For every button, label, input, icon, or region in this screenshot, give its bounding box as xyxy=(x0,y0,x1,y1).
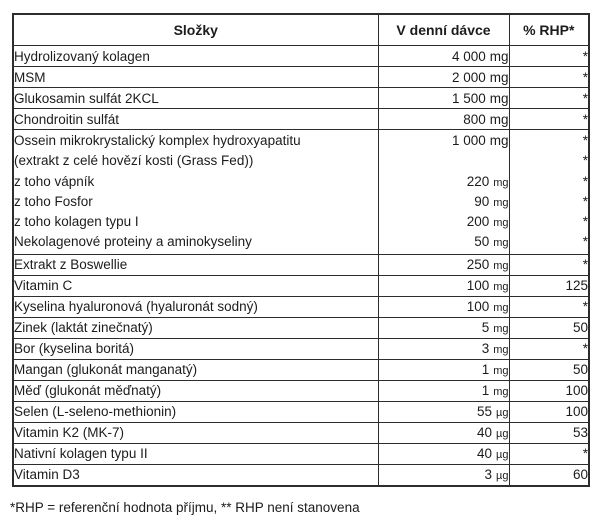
table-row xyxy=(13,359,589,380)
table-row xyxy=(13,401,589,422)
ingredient-cell: Nativní kolagen typu II xyxy=(13,443,378,464)
table-row xyxy=(13,275,589,296)
table-row xyxy=(13,317,589,338)
group-line-label: z toho kolagen typu I xyxy=(14,214,139,230)
dose-cell xyxy=(378,317,509,338)
rhp-cell: 50 xyxy=(509,359,589,380)
dose-cell xyxy=(378,296,509,317)
group-line-label: Nekolagenové proteiny a aminokyseliny xyxy=(14,234,252,250)
group-line-dose xyxy=(379,232,509,252)
dose-value: 50 xyxy=(474,234,490,250)
dose-value: 1 000 xyxy=(451,133,486,148)
table-row xyxy=(13,46,589,67)
table-row xyxy=(13,109,589,130)
table-row xyxy=(13,88,589,109)
group-line-label: Ossein mikrokrystalický komplex hydroxyapatitu xyxy=(14,133,301,148)
group-line-dose xyxy=(379,131,509,151)
rhp-cell: * xyxy=(509,109,589,130)
dose-cell xyxy=(378,88,509,109)
rhp-cell: * xyxy=(509,338,589,359)
dose-value: 90 xyxy=(474,193,490,209)
dose-unit: mg xyxy=(493,217,509,230)
group-line-rhp: * xyxy=(582,193,588,209)
dose-cell xyxy=(378,338,509,359)
rhp-cell: * xyxy=(509,46,589,67)
rhp-cell: 100 xyxy=(509,380,589,401)
dose-cell xyxy=(378,46,509,67)
ingredient-cell: Kyselina hyaluronová (hyaluronát sodný) xyxy=(13,296,378,317)
group-line-dose xyxy=(379,172,509,192)
dose-unit: mg xyxy=(489,111,509,127)
rhp-cell xyxy=(509,130,589,255)
group-line-rhp: * xyxy=(582,133,588,148)
dose-value: 4 000 xyxy=(451,48,486,64)
footnote: *RHP = referenční hodnota příjmu, ** RHP není stanovena xyxy=(10,499,360,515)
dose-cell xyxy=(378,359,509,380)
ingredient-cell: Měď (glukonát měďnatý) xyxy=(13,380,378,401)
ingredient-cell: Bor (kyselina boritá) xyxy=(13,338,378,359)
ingredient-cell: Hydrolizovaný kolagen xyxy=(13,46,378,67)
table-row xyxy=(13,380,589,401)
dose-cell xyxy=(378,422,509,443)
table-row xyxy=(13,296,589,317)
group-line-rhp: * xyxy=(582,234,588,250)
dose-cell xyxy=(378,401,509,422)
dose-unit: mg xyxy=(493,281,509,294)
dose-cell xyxy=(378,380,509,401)
rhp-cell: * xyxy=(509,254,589,275)
dose-unit: mg xyxy=(493,237,509,250)
column-header-daily-dose: V denní dávce xyxy=(378,14,509,46)
dose-value: 40 xyxy=(477,425,493,441)
group-line-dose xyxy=(379,192,509,212)
group-line-dose xyxy=(379,151,509,171)
dose-value: 1 500 xyxy=(451,90,486,106)
dose-unit: mg xyxy=(493,386,509,399)
rhp-cell: 50 xyxy=(509,317,589,338)
dose-value: 2 000 xyxy=(451,69,486,85)
group-line-rhp: * xyxy=(582,214,588,230)
dose-unit: mg xyxy=(493,365,509,378)
rhp-cell: 100 xyxy=(509,401,589,422)
ingredient-cell: Extrakt z Boswellie xyxy=(13,254,378,275)
supplement-facts-table xyxy=(12,13,590,487)
dose-value: 800 xyxy=(463,111,486,127)
ingredient-cell: Vitamin K2 (MK-7) xyxy=(13,422,378,443)
rhp-cell: 60 xyxy=(509,464,589,486)
rhp-cell: 53 xyxy=(509,422,589,443)
ingredient-cell: Mangan (glukonát manganatý) xyxy=(13,359,378,380)
dose-cell xyxy=(378,464,509,486)
dose-value: 1 xyxy=(481,383,490,399)
rhp-cell: * xyxy=(509,67,589,88)
column-header-ingredients: Složky xyxy=(13,14,378,46)
group-line-label: (extrakt z celé hovězí kosti (Grass Fed)) xyxy=(14,153,254,169)
ingredient-cell: Vitamin C xyxy=(13,275,378,296)
dose-unit: mg xyxy=(489,90,509,106)
dose-cell xyxy=(378,67,509,88)
table-row xyxy=(13,254,589,275)
ingredient-cell: Chondroitin sulfát xyxy=(13,109,378,130)
ingredient-cell: Vitamin D3 xyxy=(13,464,378,486)
dose-unit: µg xyxy=(496,470,509,483)
dose-value: 1 xyxy=(481,362,490,378)
rhp-cell: 125 xyxy=(509,275,589,296)
table-row-group-ossein xyxy=(13,130,589,255)
dose-value: 220 xyxy=(466,173,490,189)
group-line-label: z toho Fosfor xyxy=(14,193,93,209)
dose-unit: mg xyxy=(489,69,509,85)
table-row xyxy=(13,338,589,359)
dose-value: 55 xyxy=(477,404,493,420)
dose-value: 40 xyxy=(477,446,493,462)
rhp-cell: * xyxy=(509,88,589,109)
dose-cell xyxy=(378,254,509,275)
dose-cell xyxy=(378,275,509,296)
rhp-cell: * xyxy=(509,443,589,464)
dose-unit: mg xyxy=(493,196,509,209)
dose-value: 100 xyxy=(466,278,490,294)
dose-value: 200 xyxy=(466,214,490,230)
dose-unit: µg xyxy=(496,449,509,462)
dose-value: 5 xyxy=(481,320,490,336)
dose-value: 3 xyxy=(481,341,490,357)
ingredient-cell: Glukosamin sulfát 2KCL xyxy=(13,88,378,109)
dose-unit: mg xyxy=(493,302,509,315)
rhp-cell: * xyxy=(509,296,589,317)
group-line-rhp: * xyxy=(582,153,588,169)
ingredient-cell: Selen (L-seleno-methionin) xyxy=(13,401,378,422)
dose-unit: mg xyxy=(493,323,509,336)
dose-unit: µg xyxy=(496,428,509,441)
group-line-dose xyxy=(379,212,509,232)
dose-unit: mg xyxy=(493,260,509,273)
ingredient-cell: MSM xyxy=(13,67,378,88)
dose-value: 100 xyxy=(466,299,490,315)
group-line-label: z toho vápník xyxy=(14,173,95,189)
table-row xyxy=(13,422,589,443)
dose-value: 3 xyxy=(484,467,493,483)
ingredient-cell xyxy=(13,130,378,255)
dose-cell xyxy=(378,130,509,255)
table-row xyxy=(13,443,589,464)
dose-value: 250 xyxy=(466,257,490,273)
dose-cell xyxy=(378,109,509,130)
table-row xyxy=(13,464,589,486)
dose-unit: µg xyxy=(496,407,509,420)
dose-cell xyxy=(378,443,509,464)
dose-unit: mg xyxy=(493,344,509,357)
column-header-rhp: % RHP* xyxy=(509,14,589,46)
dose-unit: mg xyxy=(493,176,509,189)
ingredient-cell: Zinek (laktát zinečnatý) xyxy=(13,317,378,338)
dose-unit: mg xyxy=(489,133,509,148)
dose-unit: mg xyxy=(489,48,509,64)
table-header-row xyxy=(13,14,589,46)
group-line-rhp: * xyxy=(582,173,588,189)
table-row xyxy=(13,67,589,88)
